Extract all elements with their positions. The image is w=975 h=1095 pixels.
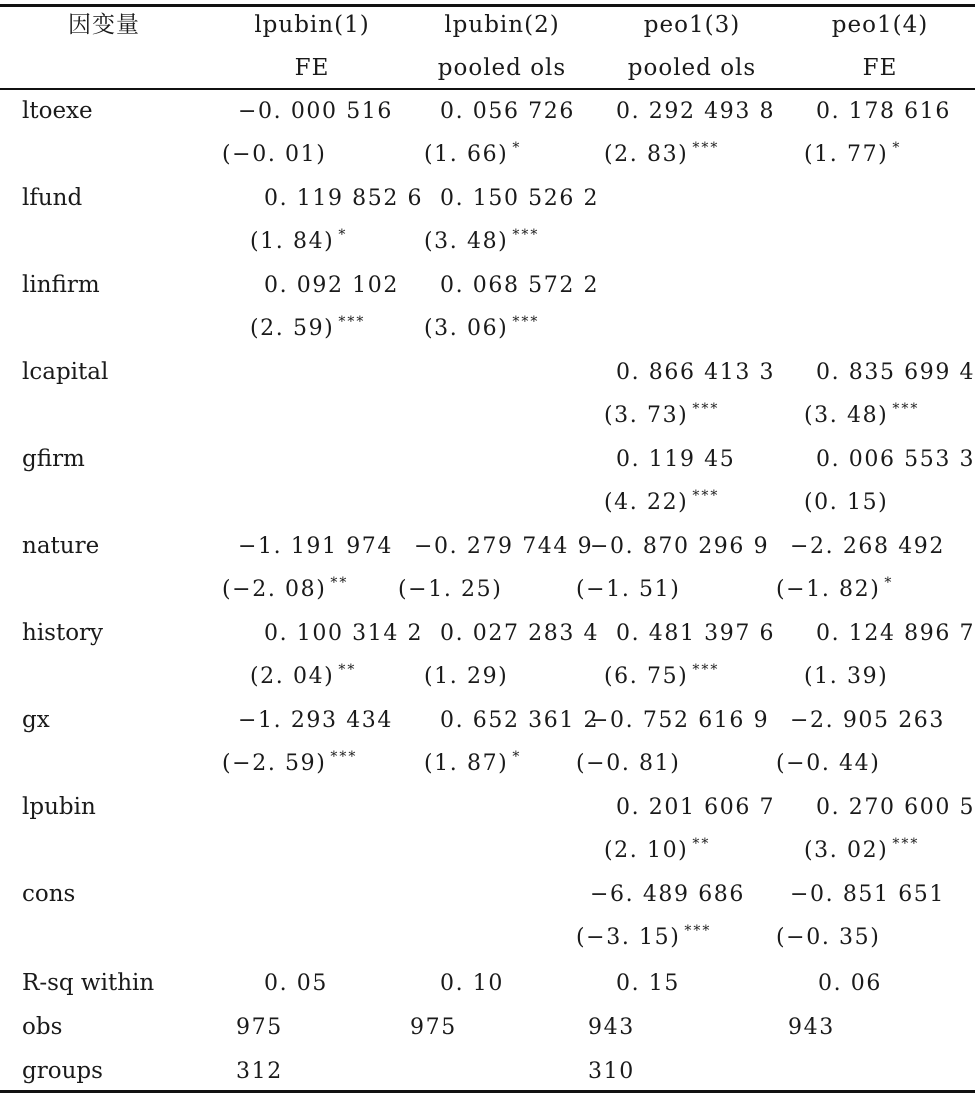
footer-label: groups: [22, 1058, 103, 1084]
coefficient-cell: 0. 068 572 2: [440, 273, 600, 298]
coefficient-cell: −6. 489 686: [590, 882, 745, 907]
coefficient-cell: 0. 292 493 8: [616, 99, 776, 124]
t-stat-cell: [804, 492, 888, 514]
t-stat-value: (−1. 51): [576, 577, 681, 602]
footer-value: 0. 15: [616, 971, 680, 996]
footer-value: 943: [588, 1015, 635, 1040]
t-stat-cell: [250, 662, 357, 689]
row-label: nature: [22, 533, 100, 559]
column-3-name: peo1(3): [643, 12, 741, 38]
significance-stars: ***: [512, 227, 540, 243]
t-stat-value: (2. 83): [604, 142, 689, 167]
footer-value: 312: [236, 1059, 283, 1084]
t-stat-value: (6. 75): [604, 664, 689, 689]
significance-stars: *: [338, 227, 348, 243]
footer-value: 0. 06: [818, 971, 882, 996]
t-stat-cell: [424, 314, 540, 341]
t-stat-value: (−0. 44): [776, 751, 881, 776]
significance-stars: ***: [692, 401, 720, 417]
coefficient-cell: 0. 006 553 3: [816, 447, 975, 472]
row-label: lfund: [22, 185, 83, 211]
t-stat-value: (3. 48): [804, 403, 889, 428]
coefficient-cell: 0. 119 45: [616, 447, 736, 472]
t-stat-value: (−1. 25): [398, 577, 503, 602]
coefficient-cell: −0. 000 516: [238, 99, 393, 124]
coefficient-cell: −0. 870 296 9: [590, 534, 770, 559]
coefficient-cell: −1. 191 974: [238, 534, 393, 559]
t-stat-cell: [424, 749, 522, 776]
significance-stars: ***: [338, 314, 366, 330]
t-stat-value: (1. 84): [250, 229, 335, 254]
t-stat-value: (0. 15): [804, 490, 889, 515]
t-stat-value: (1. 87): [424, 751, 509, 776]
footer-label: R-sq within: [22, 970, 155, 996]
header-bottom-rule: [0, 88, 975, 90]
coefficient-cell: 0. 056 726: [440, 99, 575, 124]
coefficient-cell: −0. 752 616 9: [590, 708, 770, 733]
t-stat-cell: [604, 662, 720, 689]
column-4-name: peo1(4): [831, 12, 929, 38]
t-stat-cell: [604, 488, 720, 515]
t-stat-value: (1. 66): [424, 142, 509, 167]
t-stat-value: (−0. 01): [222, 142, 327, 167]
coefficient-cell: −1. 293 434: [238, 708, 393, 733]
t-stat-value: (1. 39): [804, 664, 889, 689]
coefficient-cell: 0. 027 283 4: [440, 621, 600, 646]
t-stat-cell: [398, 579, 502, 601]
significance-stars: **: [338, 662, 357, 678]
t-stat-cell: [576, 579, 680, 601]
t-stat-cell: [804, 666, 888, 688]
footer-label: obs: [22, 1014, 63, 1040]
coefficient-cell: −2. 268 492: [790, 534, 945, 559]
t-stat-cell: [804, 401, 920, 428]
coefficient-cell: −0. 851 651: [790, 882, 945, 907]
coefficient-cell: 0. 178 616: [816, 99, 951, 124]
row-label: gx: [22, 707, 50, 733]
t-stat-value: (2. 04): [250, 664, 335, 689]
significance-stars: **: [692, 836, 711, 852]
t-stat-value: (1. 29): [424, 664, 509, 689]
t-stat-value: (−0. 81): [576, 751, 681, 776]
table-bottom-rule: [0, 1090, 975, 1093]
t-stat-cell: [250, 227, 348, 254]
t-stat-value: (3. 73): [604, 403, 689, 428]
coefficient-cell: 0. 092 102: [264, 273, 399, 298]
significance-stars: *: [512, 140, 522, 156]
footer-value: 0. 05: [264, 971, 328, 996]
t-stat-value: (2. 10): [604, 838, 689, 863]
coefficient-cell: 0. 124 896 7: [816, 621, 975, 646]
coefficient-cell: 0. 119 852 6: [264, 186, 424, 211]
t-stat-cell: [804, 140, 902, 167]
t-stat-value: (3. 48): [424, 229, 509, 254]
significance-stars: ***: [692, 140, 720, 156]
coefficient-cell: 0. 150 526 2: [440, 186, 600, 211]
coefficient-cell: 0. 270 600 5: [816, 795, 975, 820]
row-label: history: [22, 620, 104, 646]
coefficient-cell: 0. 652 361 2: [440, 708, 600, 733]
t-stat-cell: [576, 753, 680, 775]
column-1-method: FE: [294, 55, 330, 81]
t-stat-value: (2. 59): [250, 316, 335, 341]
coefficient-cell: 0. 201 606 7: [616, 795, 776, 820]
row-label: lcapital: [22, 359, 109, 385]
dependent-variable-label: 因变量: [68, 12, 140, 38]
column-2-name: lpubin(2): [444, 12, 560, 38]
footer-value: 0. 10: [440, 971, 504, 996]
t-stat-cell: [604, 401, 720, 428]
coefficient-cell: 0. 100 314 2: [264, 621, 424, 646]
coefficient-cell: −0. 279 744 9: [414, 534, 594, 559]
t-stat-value: (1. 77): [804, 142, 889, 167]
t-stat-cell: [604, 836, 711, 863]
significance-stars: ***: [684, 923, 712, 939]
footer-value: 975: [236, 1015, 283, 1040]
t-stat-value: (3. 06): [424, 316, 509, 341]
t-stat-cell: [222, 749, 358, 776]
table-top-rule: [0, 4, 975, 7]
t-stat-cell: [576, 923, 712, 950]
coefficient-cell: 0. 835 699 4: [816, 360, 975, 385]
column-1-name: lpubin(1): [254, 12, 370, 38]
significance-stars: *: [892, 140, 902, 156]
significance-stars: ***: [892, 836, 920, 852]
t-stat-value: (−0. 35): [776, 925, 881, 950]
t-stat-value: (3. 02): [804, 838, 889, 863]
significance-stars: *: [512, 749, 522, 765]
significance-stars: ***: [892, 401, 920, 417]
row-label: lpubin: [22, 794, 96, 820]
t-stat-cell: [776, 575, 894, 602]
t-stat-value: (−1. 82): [776, 577, 881, 602]
significance-stars: *: [884, 575, 894, 591]
coefficient-cell: −2. 905 263: [790, 708, 945, 733]
t-stat-cell: [804, 836, 920, 863]
t-stat-cell: [776, 753, 880, 775]
t-stat-cell: [424, 227, 540, 254]
t-stat-cell: [222, 144, 326, 166]
t-stat-value: (−2. 08): [222, 577, 327, 602]
coefficient-cell: 0. 481 397 6: [616, 621, 776, 646]
row-label: linfirm: [22, 272, 100, 298]
significance-stars: ***: [330, 749, 358, 765]
t-stat-cell: [424, 140, 522, 167]
row-label: ltoexe: [22, 98, 93, 124]
column-2-method: pooled ols: [437, 55, 567, 81]
coefficient-cell: 0. 866 413 3: [616, 360, 776, 385]
row-label: cons: [22, 881, 76, 907]
significance-stars: ***: [692, 662, 720, 678]
t-stat-value: (−3. 15): [576, 925, 681, 950]
t-stat-cell: [222, 575, 349, 602]
t-stat-cell: [250, 314, 366, 341]
row-label: gfirm: [22, 446, 85, 472]
t-stat-cell: [424, 666, 508, 688]
significance-stars: **: [330, 575, 349, 591]
column-3-method: pooled ols: [627, 55, 757, 81]
significance-stars: ***: [512, 314, 540, 330]
t-stat-cell: [604, 140, 720, 167]
t-stat-value: (−2. 59): [222, 751, 327, 776]
t-stat-cell: [776, 927, 880, 949]
column-4-method: FE: [862, 55, 898, 81]
footer-value: 943: [788, 1015, 835, 1040]
footer-value: 310: [588, 1059, 635, 1084]
significance-stars: ***: [692, 488, 720, 504]
footer-value: 975: [410, 1015, 457, 1040]
t-stat-value: (4. 22): [604, 490, 689, 515]
